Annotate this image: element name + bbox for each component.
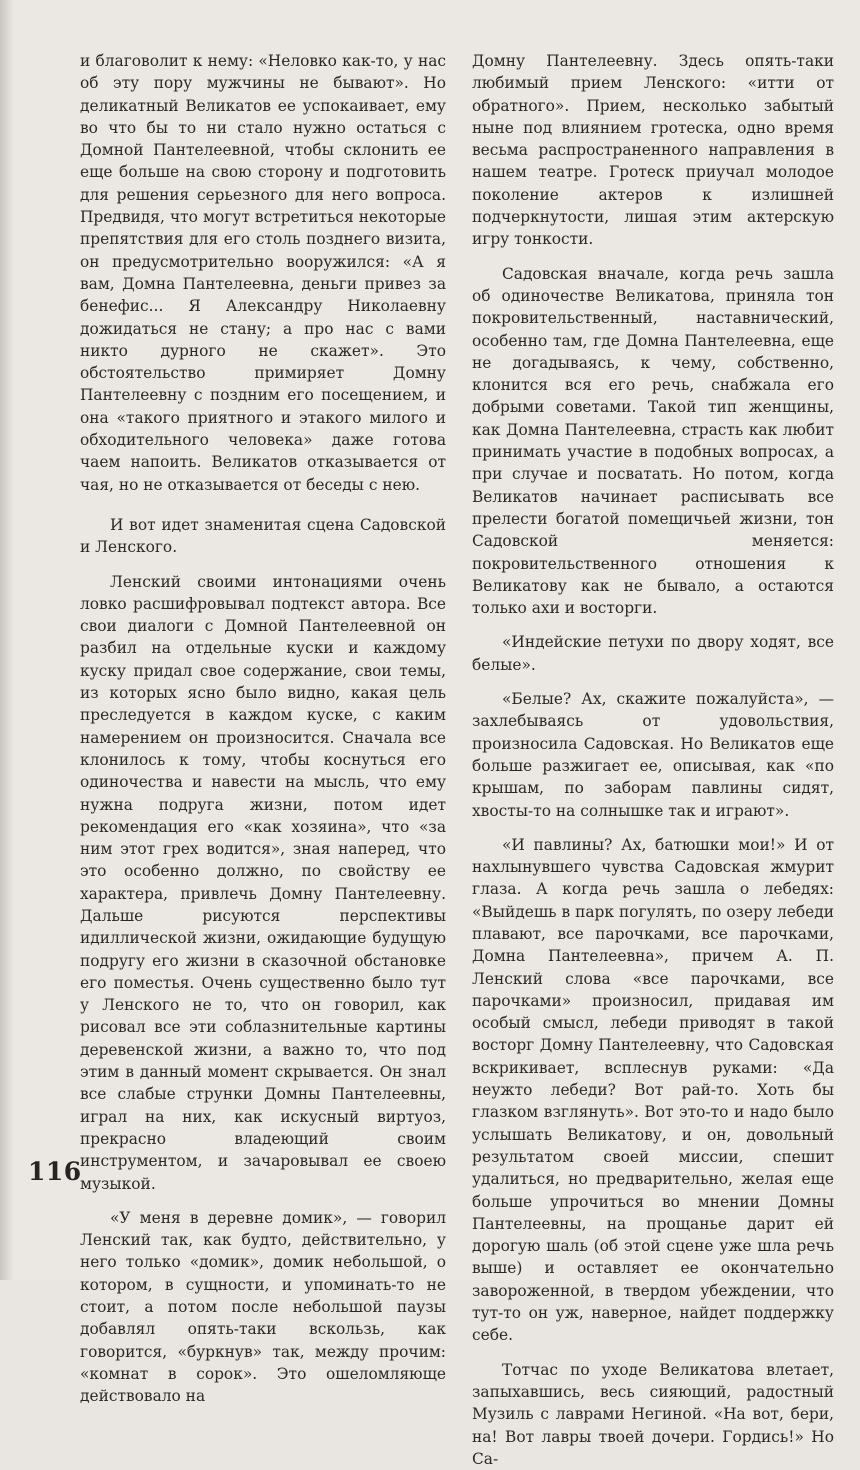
right-paragraph-1: Домну Пантелеевну. Здесь опять-таки любимый прием Ленского: «итти от обратного». Прием, несколько забытый ныне под влиянием гротеска, одно время весьма распространенного направления в нашем театре. Гротеск приучал молодое поколение актеров к излишней подчеркнутости, лишая этим актерскую игру тонкости. [472, 52, 834, 249]
left-paragraph-1: и благоволит к нему: «Неловко как-то, у нас об эту пору мужчины не бывают». Но деликатный Великатов ее успокаивает, ему во что бы то ни стало нужно остаться с Домной Пантелеевной, чтобы склонить ее еще больше на свою сторону и подготовить для решения серьезного для него вопроса. Предвидя, что могут встретиться некоторые препятствия для его столь позднего визита, он предусмотрительно вооружился: «А я вам, Домна Пантелеевна, деньги привез за бенефис... Я Александру Николаевну дожидаться не стану; а про нас с вами никто дурного не скажет». Это обстоятельство примиряет Домну Пантелеевну с поздним его посещением, и она «такого приятного и этакого милого и обходительного человека» даже готова чаем напоить. Великатов отказывается от чая, но не отказывается от беседы с нею. [80, 52, 446, 494]
page-edge-shadow [0, 0, 14, 1280]
right-paragraph-6: Тотчас по уходе Великатова влетает, запыхавшись, весь сияющий, радостный Музиль с лаврами Негиной. «На вот, бери, на! Вот лавры твоей дочери. Гордись!» Но Са- [472, 1360, 834, 1468]
left-paragraph-3: Ленский своими интонациями очень ловко расшифровывал подтекст автора. Все свои диалоги с Домной Пантелеевной он разбил на отдельные куски и каждому куску придал свое содержание, свои темы, из которых ясно было видно, какая цель преследуется в каждом куске, с каким намерением он произносится. Сначала все клонилось к тому, чтобы коснуться его одиночества и навести на мысль, что ему нужна подруга жизни, потом идет рекомендация его «как хозяина», что «за ним этот грех водится», зная наперед, что это особенно должно, по свойству ее характера, привлечь Домну Пантелеевну. Дальше рисуются перспективы идиллической жизни, ожидающие будущую подругу его жизни в сказочной обстановке его поместья. Очень существенно было тут у Ленского не то, что он говорил, как рисовал все эти соблазнительные картины деревенской жизни, а важно то, что под этим в данный момент скрывается. Он знал все слабые струнки Домны Пантелеевны, играл на них, как искусный виртуоз, прекрасно владеющий своим инструментом, и зачаровывал ее своею музыкой. [80, 572, 446, 1193]
left-text-column [80, 50, 446, 1408]
right-paragraph-3: «Индейские петухи по двору ходят, все белые». [472, 633, 834, 674]
right-paragraph-4: «Белые? Ах, скажите пожалуйста», — захлебываясь от удовольствия, произносила Садовская. Но Великатов еще больше разжигает ее, описывая, как «по крышам, по заборам павлины сидят, хвосты-то на солнышке так и играют». [472, 690, 834, 820]
right-text-column [472, 50, 834, 1470]
left-paragraph-2: И вот идет знаменитая сцена Садовской и Ленского. [80, 515, 446, 557]
right-paragraph-5: «И павлины? Ах, батюшки мои!» И от нахлынувшего чувства Садовская жмурит глаза. А когда речь зашла о лебедях: «Выйдешь в парк погулять, по озеру лебеди плавают, все парочками, все парочками, Домна Пантелеевна», причем А. П. Ленский слова «все парочками, все парочками» произносил, придавая им особый смысл, лебеди приводят в такой восторг Домну Пантелеевну, что Садовская вскрикивает, всплеснув руками: «Да неужто лебеди? Вот рай-то. Хоть бы глазком взглянуть». Вот это-то и надо было услышать Великатову, и он, довольный результатом своей миссии, спешит удалиться, но предварительно, желая еще больше упрочиться во мнении Домны Пантелеевны, на прощанье дарит ей дорогую шаль (об этой сцене уже шла речь выше) и оставляет ее окончательно завороженной, в твердом убеждении, что тут-то он уж, наверное, найдет поддержку себе. [472, 835, 834, 1345]
left-paragraph-4: «У меня в деревне домик», — говорил Ленский так, как будто, действительно, у него только «домик», домик небольшой, о котором, в сущности, и упоминать-то не стоит, а потом после небольшой паузы добавлял опять-таки вскользь, как говорится, «буркнув» так, между прочим: «комнат в сорок». Это ошеломляюще действовало на [80, 1208, 446, 1406]
right-paragraph-2: Садовская вначале, когда речь зашла об одиночестве Великатова, приняла тон покровительственный, наставнический, особенно там, где Домна Пантелеевна, еще не догадываясь, к чему, собственно, клонится вся его речь, снабжала его добрыми советами. Такой тип женщины, как Домна Пантелеевна, страсть как любит принимать участие в подобных вопросах, а при случае и посватать. Но потом, когда Великатов начинает расписывать все прелести богатой помещичьей жизни, тон Садовской меняется: покровительственного отношения к Великатову как не бывало, а остаются только ахи и восторги. [472, 264, 834, 618]
page-number: 116 [28, 1157, 82, 1186]
